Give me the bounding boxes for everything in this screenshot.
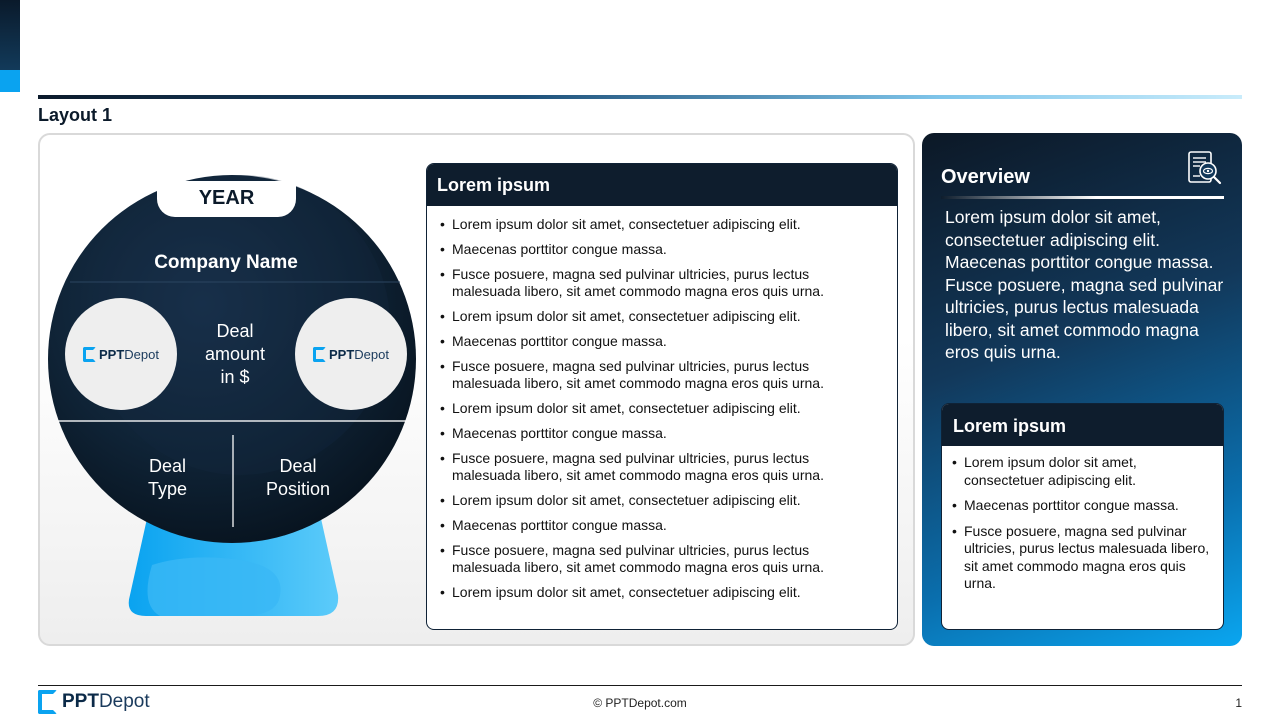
list-item: • Maecenas porttitor congue massa. [452,241,877,258]
footer-logo [38,690,150,714]
deal-amount-label [180,320,290,389]
list-item: • Lorem ipsum dolor sit amet, consectetuer adipiscing elit. [964,454,1211,489]
document-search-icon [1186,150,1224,188]
corner-accent-dark [0,0,20,70]
main-card-bullet-list [427,206,897,601]
main-card-title: Lorem ipsum [427,164,897,206]
company-logo-right [295,298,407,410]
deal-amount-line: Deal [216,321,254,341]
list-item: • Fusce posuere, magna sed pulvinar ultricies, purus lectus malesuada libero, sit amet commodo magna eros quis urna. [452,358,877,392]
pptdepot-logo-icon [83,347,96,362]
main-info-card [426,163,898,630]
list-item: • Lorem ipsum dolor sit amet, consectetuer adipiscing elit. [452,400,877,417]
list-item: • Maecenas porttitor congue massa. [964,497,1211,515]
deal-amount-line: amount [204,344,266,364]
copyright: © PPTDepot.com [593,696,687,710]
logo-text-light: Depot [354,346,389,362]
logo-text-bold: PPT [99,346,125,362]
logo-text-bold: PPT [329,346,355,362]
list-item: • Fusce posuere, magna sed pulvinar ultricies, purus lectus malesuada libero, sit amet commodo magna eros quis urna. [452,450,877,484]
deal-type-label [110,455,225,501]
footer-logo-bold: PPT [62,691,99,712]
deal-type-line: Type [147,479,188,499]
top-rule [38,95,1242,99]
pptdepot-logo-icon [38,690,57,714]
company-name: Company Name [154,252,298,273]
side-info-card [941,403,1224,630]
list-item: • Fusce posuere, magna sed pulvinar ultricies, purus lectus malesuada libero, sit amet commodo magna eros quis urna. [964,523,1211,593]
list-item: • Lorem ipsum dolor sit amet, consectetuer adipiscing elit. [452,584,877,601]
list-item: • Lorem ipsum dolor sit amet, consectetuer adipiscing elit. [452,492,877,509]
page-number: 1 [1235,696,1242,710]
corner-accent-blue [0,70,20,92]
list-item: • Fusce posuere, magna sed pulvinar ultricies, purus lectus malesuada libero, sit amet commodo magna eros quis urna. [452,266,877,300]
deal-position-line: Position [265,479,331,499]
list-item: • Maecenas porttitor congue massa. [452,333,877,350]
bottom-rule [38,685,1242,686]
pptdepot-logo [313,347,389,362]
overview-title: Overview [941,166,1030,188]
list-item: • Maecenas porttitor congue massa. [452,425,877,442]
layout-title: Layout 1 [38,105,113,125]
corner-accent [0,0,20,92]
list-item: • Maecenas porttitor congue massa. [452,517,877,534]
logo-text-light: Depot [124,346,159,362]
list-item: • Lorem ipsum dolor sit amet, consectetuer adipiscing elit. [452,216,877,233]
list-item: • Lorem ipsum dolor sit amet, consectetuer adipiscing elit. [452,308,877,325]
side-card-bullet-list [942,446,1223,593]
deal-position-label [242,455,354,501]
pptdepot-logo-icon [313,347,326,362]
overview-text: Lorem ipsum dolor sit amet, consectetuer adipiscing elit. Maecenas porttitor congue massa. Fusce posuere, magna sed pulvinar ultricies, purus lectus malesuada libero, sit amet commodo magna eros quis urna. [945,207,1224,362]
company-logo-left [65,298,177,410]
deal-amount-line: in $ [220,367,250,387]
deal-position-line: Deal [279,456,317,476]
deal-type-line: Deal [148,456,187,476]
globe-base-highlight [148,557,281,616]
footer-logo-light: Depot [98,691,150,712]
pptdepot-logo [83,347,159,362]
side-card-title: Lorem ipsum [942,404,1223,446]
year-tab: YEAR [157,181,296,217]
list-item: • Fusce posuere, magna sed pulvinar ultricies, purus lectus malesuada libero, sit amet commodo magna eros quis urna. [452,542,877,576]
overview-rule [941,196,1224,199]
